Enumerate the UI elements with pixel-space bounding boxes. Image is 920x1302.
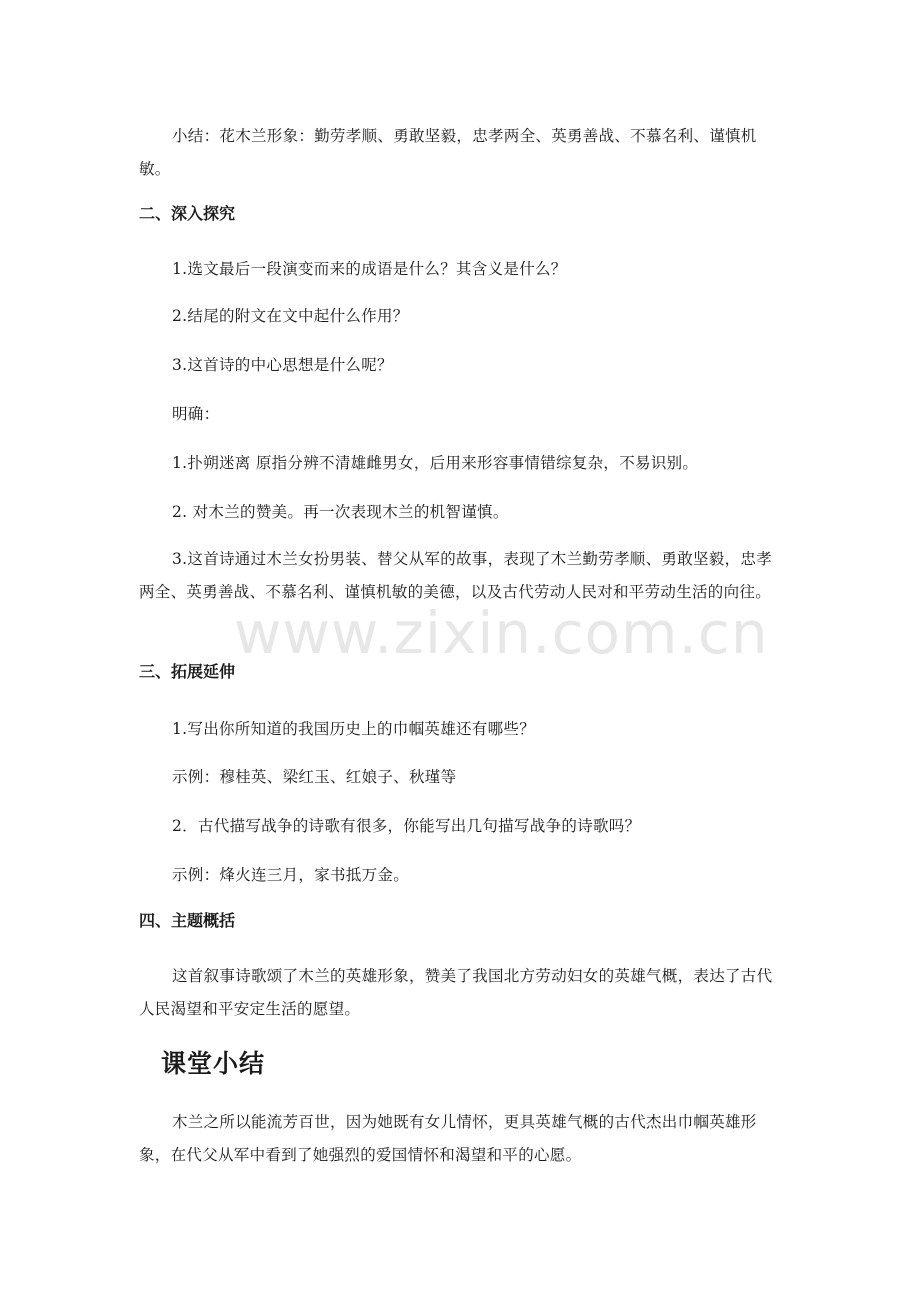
section-heading-theme: 四、主题概括 <box>139 911 236 930</box>
extend-example-2: 示例：烽火连三月，家书抵万金。 <box>172 866 410 884</box>
summary-paragraph: 小结：花木兰形象：勤劳孝顺、勇敢坚毅，忠孝两全、英勇善战、不慕名利、谨慎机敏。 <box>139 127 757 178</box>
question-1: 1.选文最后一段演变而来的成语是什么？其含义是什么？ <box>172 260 567 278</box>
section-heading-extend: 三、拓展延伸 <box>139 662 236 681</box>
class-summary-paragraph: 木兰之所以能流芳百世，因为她既有女儿情怀，更具英雄气概的古代杰出巾帼英雄形象，在代父从军中看到了她强烈的爱国情怀和渴望和平的心愿。 <box>139 1113 757 1164</box>
answer-3: 3.这首诗通过木兰女扮男装、替父从军的故事，表现了木兰勤劳孝顺、勇敢坚毅，忠孝两全、英勇善战、不慕名利、谨慎机敏的美德，以及古代劳动人民对和平劳动生活的向往。 <box>139 550 772 601</box>
section-heading-explore: 二、深入探究 <box>139 204 236 223</box>
extend-question-1: 1.写出你所知道的我国历史上的巾帼英雄还有哪些？ <box>172 720 535 738</box>
answer-1: 1.扑朔迷离 原指分辨不清雄雌男女，后用来形容事情错综复杂，不易识别。 <box>172 454 699 472</box>
theme-paragraph: 这首叙事诗歌颂了木兰的英雄形象，赞美了我国北方劳动妇女的英雄气概，表达了古代人民渴望和平安定生活的愿望。 <box>139 967 773 1018</box>
class-summary-heading: 课堂小结 <box>161 1049 266 1078</box>
question-2: 2.结尾的附文在文中起什么作用？ <box>172 307 409 325</box>
question-3: 3.这首诗的中心思想是什么呢？ <box>172 356 393 374</box>
extend-example-1: 示例：穆桂英、梁红玉、红娘子、秋瑾等 <box>172 768 457 786</box>
answer-2: 2. 对木兰的赞美。再一次表现木兰的机智谨慎。 <box>172 503 509 521</box>
clarify-label: 明确： <box>172 405 220 423</box>
watermark: www.zixin.com.cn <box>234 599 769 667</box>
extend-question-2: 2．古代描写战争的诗歌有很多，你能写出几句描写战争的诗歌吗？ <box>172 817 641 835</box>
